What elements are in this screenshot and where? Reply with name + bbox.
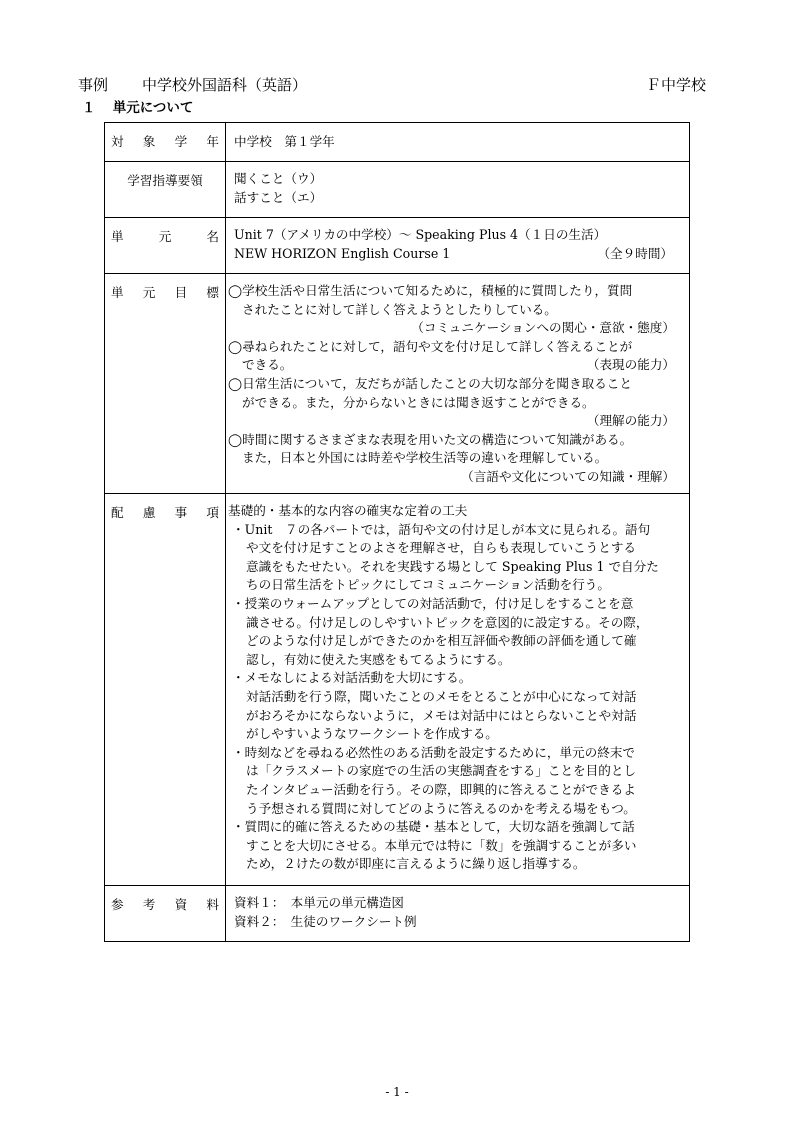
considerations-value — [226, 494, 690, 886]
label-considerations: 配 慮 事 項 — [105, 494, 226, 886]
references-value — [226, 886, 690, 942]
section-title-text: 単元について — [112, 100, 194, 116]
unit-goals-value — [226, 274, 690, 494]
case-label: 事例 — [78, 76, 109, 94]
row-curriculum-guideline — [105, 162, 690, 218]
consideration-item: ・メモなしによる対話活動を大切にする。 対話活動を行う際，聞いたことのメモをとることが中心になって対話 がおろそかにならないように，メモは対話中にはとらないことや対話 がしやすいようなワークシートを作成する。 — [232, 670, 637, 742]
goal-tag: （表現の能力） — [586, 357, 675, 373]
label-curriculum-guideline: 学習指導要領 — [105, 162, 226, 218]
section-number: １ — [82, 100, 96, 116]
consideration-item: ・授業のウォームアップとしての対話活動で，付け足しをすることを意 識させる。付け足しのしやすいトピックを意図的に設定する。その際， どのような付け足しができたのかを相互評価や教師の評価を通して確 認し，有効に使えた実感をもてるようにする。 — [232, 595, 649, 667]
page-number: - 1 - — [385, 1085, 409, 1099]
row-considerations — [105, 494, 690, 886]
consideration-item: ・時刻などを尋ねる必然性のある活動を設定するために，単元の終末で は「クラスメートの家庭での生活の実態調査をする」ことを目的とし たインタビュー活動を行う。その際，即興的に答えることができるよ う予想される質問に対してどのように答えるのかを考える場をもつ。 — [232, 744, 637, 816]
goal-item: ◯時間に関するさまざまな表現を用いた文の構造について知識がある。 また，日本と外国には時差や学校生活等の違いを理解している。 （言語や文化についての知識・理解） — [228, 431, 683, 487]
goal-tag: （理解の能力） — [586, 413, 675, 429]
consideration-item: ・Unit ７の各パートでは，語句や文の付け足しが本文に見られる。語句 や文を付け足すことのよさを理解させ，自らも表現していこうとする 意識をもたせたい。それを実践する場として Speaking Plus 1 で自分た ちの日常生活をトピックにしてコミュニケーション活動を行う。 — [232, 521, 659, 593]
textbook-name: NEW HORIZON English Course 1 — [234, 245, 451, 261]
subject-label: 中学校外国語科（英語） — [142, 76, 308, 94]
goal-tag: （コミュニケーションへの関心・意欲・態度） — [411, 320, 675, 336]
label-target-grade: 対 象 学 年 — [105, 123, 226, 162]
reference-item: 資料１： 本単元の単元構造図 — [234, 895, 405, 910]
unit-name-value: Unit 7（アメリカの中学校）～ Speaking Plus 4（１日の生活） NEW HORIZON English Course 1 （全９時間） — [226, 218, 690, 274]
label-unit-goals: 単 元 目 標 — [105, 274, 226, 494]
total-hours: （全９時間） — [597, 245, 673, 261]
row-unit-name — [105, 218, 690, 274]
row-unit-goals — [105, 274, 690, 494]
goal-item: ◯日常生活について，友だちが話したことの大切な部分を聞き取ること ができる。また，分からないときには聞き返すことができる。 （理解の能力） — [228, 375, 683, 431]
consideration-item: ・質問に的確に答えるための基礎・基本として，大切な語を強調して話 すことを大切にさせる。本単元では特に「数」を強調することが多い ため，２けたの数が即座に言えるように繰り返し指導する。 — [232, 819, 637, 872]
document-header — [78, 74, 707, 96]
target-grade-value: 中学校 第１学年 — [226, 123, 690, 162]
considerations-heading: 基礎的・基本的な内容の確実な定着の工夫 — [228, 503, 468, 518]
reference-item: 資料２： 生徒のワークシート例 — [234, 913, 417, 929]
curriculum-guideline-value: 聞くこと（ウ） 話すこと（エ） — [226, 162, 690, 218]
section-title — [82, 96, 193, 116]
goal-item: ◯学校生活や日常生活について知るために，積極的に質問したり，質問 されたことに対して詳しく答えようとしたりしている。 （コミュニケーションへの関心・意欲・態度） — [228, 282, 683, 338]
school-name: Ｆ中学校 — [646, 76, 707, 94]
goal-tag: （言語や文化についての知識・理解） — [461, 468, 675, 484]
row-target-grade — [105, 123, 690, 162]
label-references: 参 考 資 料 — [105, 886, 226, 942]
unit-plan-table — [104, 122, 690, 942]
row-references — [105, 886, 690, 942]
label-unit-name: 単 元 名 — [105, 218, 226, 274]
goal-item: ◯尋ねられたことに対して，語句や文を付け足して詳しく答えることが できる。 （表現の能力） — [228, 338, 683, 375]
